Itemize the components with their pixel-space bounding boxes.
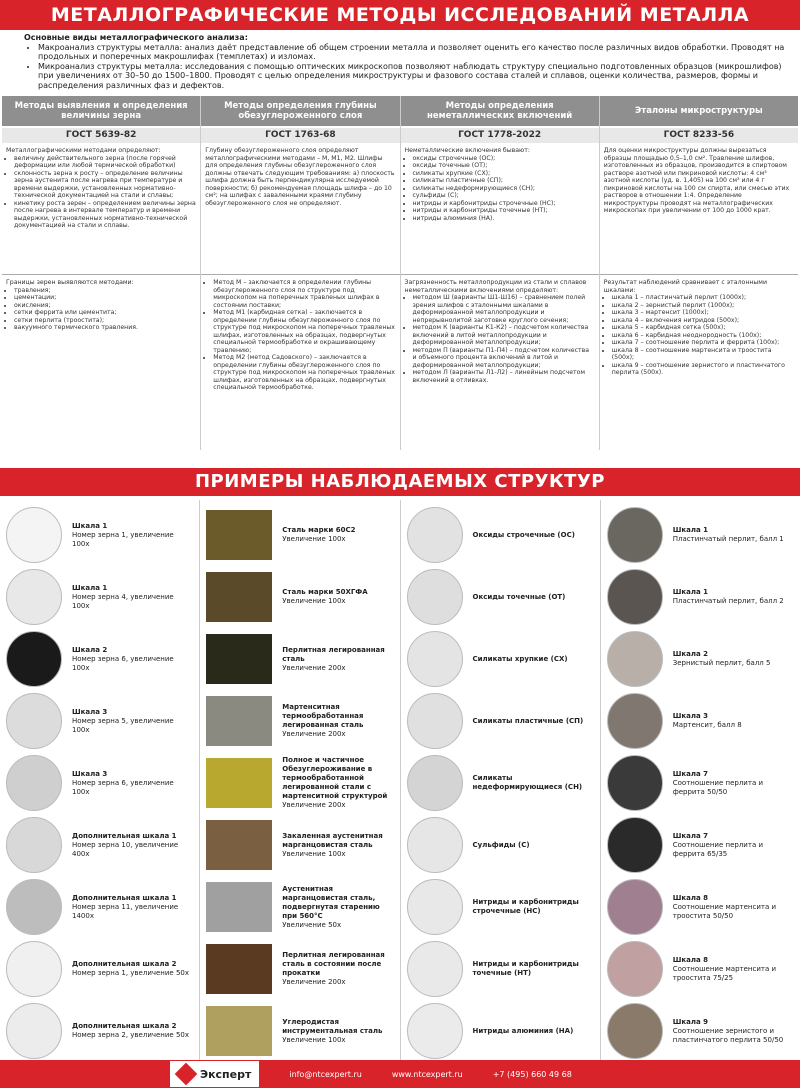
method-list-item: • Метод М – заключается в определении глубины обезуглероженного слоя по структуре под микроскопом на поперечных травленых шлифах в состоянии поставки; [213, 279, 395, 309]
example-item [6, 504, 193, 566]
micrograph-image [607, 693, 663, 749]
micrograph-image [607, 631, 663, 687]
example-desc: Увеличение 50х [282, 920, 342, 929]
micrograph-image [407, 941, 463, 997]
example-item [607, 876, 794, 938]
example-desc: Номер зерна 5, увеличение 100х [72, 716, 174, 734]
example-label [282, 526, 355, 544]
example-label [673, 526, 784, 544]
footer [0, 1060, 800, 1088]
example-name: Шкала 1 [672, 588, 709, 596]
micrograph-image [6, 693, 62, 749]
micrograph-image [206, 510, 272, 560]
example-item [607, 938, 794, 1000]
gost-label: ГОСТ 1763-68 [201, 128, 399, 143]
example-name: Шкала 9 [672, 1017, 709, 1026]
method-list-item: • методом К (варианты К1-К2) – подсчетом количества включений в литой металлопродукции и деформированной металлопродукции; [413, 324, 595, 347]
example-name: Шкала 8 [672, 955, 709, 964]
example-name: Закаленная аустенитная марганцовистая сталь [282, 831, 383, 849]
method-list-item: • шкала 8 – соотношение мартенсита и троостита (500х); [612, 347, 794, 362]
method-text: Металлографическими методами определяют: [6, 147, 161, 154]
example-name: Дополнительная шкала 2 [72, 960, 177, 968]
example-item [206, 1000, 393, 1062]
example-item [6, 876, 193, 938]
footer-email[interactable]: info@ntcexpert.ru [289, 1069, 362, 1079]
example-item [407, 1000, 594, 1062]
example-desc: Увеличение 100х [282, 535, 346, 543]
example-label [673, 712, 742, 730]
example-item [607, 752, 794, 814]
method-list-item: • Метод М2 (метод Садовского) – заключается в определении глубины обезуглероженного слоя по структуре под микроскопом на поперечных травленых шлифах, изготовленных на образцах, подвергнутых специальной термообработке. [213, 354, 395, 392]
method-body-bottom [600, 275, 798, 450]
example-desc: Соотношение мартенсита и троостита 50/50 [672, 902, 777, 920]
method-body-top [401, 145, 599, 275]
example-name: Дополнительная шкала 2 [72, 1022, 177, 1030]
example-name: Шкала 2 [672, 650, 709, 658]
methods-table [2, 96, 798, 450]
example-label [72, 646, 193, 673]
method-title: Методы определения глубины обезуглероженного слоя [201, 96, 399, 126]
method-body-top [600, 145, 798, 275]
micrograph-image [607, 755, 663, 811]
example-label [473, 1027, 574, 1036]
example-desc: Увеличение 200х [282, 663, 346, 672]
example-name: Нитриды алюминия (НА) [472, 1026, 574, 1035]
example-name: Шкала 7 [672, 831, 709, 840]
page-title: МЕТАЛЛОГРАФИЧЕСКИЕ МЕТОДЫ ИССЛЕДОВАНИЙ МЕТАЛЛА [0, 0, 800, 30]
example-desc: Номер зерна 2, увеличение 50х [72, 1031, 190, 1039]
example-name: Шкала 3 [72, 707, 108, 716]
example-label [673, 1018, 794, 1045]
example-desc: Соотношение зернистого и пластинчатого перлита 50/50 [672, 1026, 784, 1044]
method-list-item: • шкала 4 – включения нитридов (500х); [612, 317, 794, 325]
method-list-item: • цементации; [14, 294, 196, 302]
micrograph-image [407, 1003, 463, 1059]
footer-site[interactable]: www.ntcexpert.ru [391, 1069, 463, 1079]
example-item [607, 1000, 794, 1062]
example-label [72, 770, 193, 797]
example-label [72, 708, 193, 735]
example-item [407, 876, 594, 938]
method-text: Результат наблюдений сравнивает с эталонными шкалами: [603, 279, 767, 294]
example-item [6, 690, 193, 752]
micrograph-image [407, 879, 463, 935]
example-desc: Номер зерна 6, увеличение 100х [72, 778, 174, 796]
examples-title: ПРИМЕРЫ НАБЛЮДАЕМЫХ СТРУКТУР [0, 468, 800, 496]
method-list-item: • оксиды строчечные (ОС); [413, 155, 595, 163]
example-name: Перлитная легированная сталь в состоянии после прокатки [282, 951, 385, 977]
method-list-item: • шкала 3 – мартенсит (1000х); [612, 309, 794, 317]
micrograph-image [6, 755, 62, 811]
example-name: Шкала 1 [72, 583, 108, 592]
micrograph-image [6, 817, 62, 873]
method-list [213, 279, 395, 392]
example-desc: Увеличение 200х [282, 978, 346, 986]
micrograph-image [6, 569, 62, 625]
gost-label: ГОСТ 1778-2022 [401, 128, 599, 143]
example-item [6, 814, 193, 876]
example-name: Шкала 2 [72, 645, 108, 654]
example-item [206, 938, 393, 1000]
example-item [407, 504, 594, 566]
example-desc: Соотношение перлита и феррита 50/50 [672, 778, 764, 796]
micrograph-image [206, 572, 272, 622]
example-name: Шкала 8 [672, 893, 709, 902]
example-label [473, 960, 594, 978]
intro-section [0, 30, 800, 96]
micrograph-image [206, 820, 272, 870]
method-list-item: • сетки феррита или цементита; [14, 309, 196, 317]
method-title: Эталоны микроструктуры [600, 96, 798, 126]
example-name: Нитриды и карбонитриды точечные (НТ) [472, 960, 579, 977]
method-body-top [2, 145, 200, 275]
method-title: Методы выявления и определения величины зерна [2, 96, 200, 126]
method-text: Неметаллические включения бывают: [404, 147, 530, 154]
gost-label: ГОСТ 5639-82 [2, 128, 200, 143]
example-desc: Увеличение 100х [282, 1035, 346, 1044]
example-label [282, 1018, 393, 1045]
footer-phone: +7 (495) 660 49 68 [492, 1069, 572, 1079]
method-column [201, 96, 400, 450]
method-list-item: • сульфиды (С); [413, 192, 595, 200]
micrograph-image [407, 817, 463, 873]
micrograph-image [407, 693, 463, 749]
method-list-item: • силикаты недеформирующиеся (СН); [413, 185, 595, 193]
method-list-item: • кинетику роста зерен – определением величины зерна после нагрева в интервале температур и времени выдержки, установленных нормативно-технической документацией на стали и сплавы. [14, 200, 196, 230]
method-text: Для оценки микроструктуры должны вырезаться образцы площадью 0,5–1,0 см². Травление шлифов, изготовленных из образцов, производится в спиртовом растворе азотной или пикриновой кислоты: 4 см³ азотной кислоты (уд. в. 1,405) на 100 см³ или 4 г пикриновой кислоты на 100 см спирта, или смесью этих растворов в отношении 1:4. Определение микроструктуры проводят на металлографических микроскопах при увеличении от 100 до 1000 крат. [603, 147, 790, 214]
example-name: Силикаты пластичные (СП) [472, 716, 584, 725]
example-item [6, 628, 193, 690]
example-name: Дополнительная шкала 1 [72, 893, 177, 902]
method-list-item: • шкала 9 – соотношение зернистого и пластинчатого перлита (500х). [612, 362, 794, 377]
method-list-item: • силикаты хрупкие (СХ); [413, 170, 595, 178]
example-name: Сталь марки 50ХГФА [282, 588, 368, 596]
example-label [673, 956, 794, 983]
method-text: Границы зерен выявляются методами: [6, 279, 134, 286]
method-list-item: • шкала 7 – соотношение перлита и феррита (100х); [612, 339, 794, 347]
example-label [473, 593, 566, 602]
example-name: Шкала 1 [672, 526, 709, 534]
example-name: Шкала 1 [72, 521, 108, 530]
method-list-item: • Метод М1 (карбидная сетка) – заключается в определении глубины обезуглероженного слоя по структуре под микроскопом на поперечных травленых шлифах, изготовленных на образцах, подвергнутых специальной термообработке и окрашивающему травлению; [213, 309, 395, 354]
example-label [473, 774, 594, 792]
example-label [473, 898, 594, 916]
example-desc: Увеличение 100х [282, 849, 346, 858]
example-item [206, 876, 393, 938]
example-name: Аустенитная марганцовистая сталь, подвергнутая старению при 560°С [282, 884, 380, 920]
example-label [473, 841, 530, 850]
example-item [206, 752, 393, 814]
example-label [282, 951, 393, 987]
example-desc: Зернистый перлит, балл 5 [672, 659, 771, 667]
micrograph-image [607, 507, 663, 563]
micrograph-image [206, 882, 272, 932]
method-column [401, 96, 600, 450]
example-label [72, 832, 193, 859]
gost-label: ГОСТ 8233-56 [600, 128, 798, 143]
example-label [72, 894, 193, 921]
micrograph-image [407, 755, 463, 811]
example-desc: Номер зерна 4, увеличение 100х [72, 592, 174, 610]
example-label [72, 584, 193, 611]
method-body-top [201, 145, 399, 275]
example-item [6, 1000, 193, 1062]
example-item [607, 566, 794, 628]
microstructure-column [601, 500, 800, 1060]
micrograph-image [407, 507, 463, 563]
example-label [473, 531, 575, 540]
micrograph-image [407, 569, 463, 625]
method-list-item: • окисления; [14, 302, 196, 310]
micrograph-image [6, 507, 62, 563]
micrograph-image [607, 569, 663, 625]
micrograph-image [607, 817, 663, 873]
example-label [72, 1022, 189, 1040]
micrograph-image [6, 941, 62, 997]
logo-icon [175, 1063, 198, 1086]
method-body-bottom [401, 275, 599, 450]
method-list-item: • оксиды точечные (ОТ); [413, 162, 595, 170]
method-list [14, 155, 196, 230]
example-item [607, 814, 794, 876]
example-name: Полное и частичное Обезуглероживание в термообработанной легированной стали с мартенситной структурой [282, 756, 388, 800]
example-item [407, 690, 594, 752]
example-label [673, 650, 771, 668]
example-name: Нитриды и карбонитриды строчечные (НС) [472, 898, 579, 915]
method-list-item: • вакуумного термического травления. [14, 324, 196, 332]
example-item [407, 814, 594, 876]
example-name: Мартенситная термообработанная легированная сталь [282, 703, 364, 729]
example-desc: Номер зерна 6, увеличение 100х [72, 654, 174, 672]
example-label [473, 717, 584, 726]
example-item [6, 752, 193, 814]
method-list-item: • методом Ш (варианты Ш1-Ш16) – сравнением полей зрения шлифов с эталонными шкалами в деформированной металлопродукции и непрерывнолитой заготовке круглого сечения; [413, 294, 595, 324]
example-label [72, 960, 189, 978]
method-body-bottom [201, 275, 399, 450]
method-list-item: • нитриды и карбонитриды строчечные (НС); [413, 200, 595, 208]
example-label [282, 885, 393, 930]
micrograph-image [607, 1003, 663, 1059]
example-label [673, 832, 794, 859]
example-label [282, 588, 367, 606]
example-item [206, 504, 393, 566]
example-desc: Увеличение 200х [282, 730, 346, 738]
example-item [607, 628, 794, 690]
method-list-item: • шкала 5 – карбидная сетка (500х); [612, 324, 794, 332]
method-title: Методы определения неметаллических включений [401, 96, 599, 126]
example-label [282, 756, 393, 810]
example-label [282, 703, 393, 739]
micrograph-image [206, 696, 272, 746]
example-item [407, 628, 594, 690]
method-list-item: • методом П (варианты П1-П4) – подсчетом количества и объемного процента включений в литой и деформированной металлопродукции; [413, 347, 595, 370]
micrograph-image [407, 631, 463, 687]
example-name: Оксиды строчечные (ОС) [472, 530, 575, 539]
example-name: Дополнительная шкала 1 [72, 831, 177, 840]
example-desc: Номер зерна 1, увеличение 50х [72, 969, 190, 977]
method-list-item: • сетки перлита (троостита); [14, 317, 196, 325]
method-list-item: • силикаты пластичные (СП); [413, 177, 595, 185]
example-label [473, 655, 568, 664]
micrograph-image [607, 879, 663, 935]
brand-name: Эксперт [200, 1067, 252, 1081]
example-name: Силикаты хрупкие (СХ) [472, 654, 568, 663]
example-desc: Номер зерна 11, увеличение 1400х [72, 902, 179, 920]
grain-column [0, 500, 200, 1060]
example-item [206, 566, 393, 628]
example-desc: Соотношение перлита и феррита 65/35 [672, 840, 764, 858]
example-label [673, 588, 784, 606]
method-text: Глубину обезуглероженного слоя определяют металлографическими методами – М, М1, М2. Шлифы для определения глубины обезуглероженного слоя должны отвечать следующим требованиям: а) плоскость шлифа должна быть перпендикулярна исследуемой поверхности; б) рекомендуемая площадь шлифа – до 10 см²; на шлифах с заваленными краями глубину обезуглероженного слоя не определяют. [205, 147, 395, 207]
intro-list [38, 43, 790, 91]
method-list-item: • нитриды алюминия (НА). [413, 215, 595, 223]
inclusions-column [401, 500, 601, 1060]
example-label [673, 770, 794, 797]
example-desc: Соотношение мартенсита и троостита 75/25 [672, 964, 777, 982]
example-item [6, 938, 193, 1000]
example-name: Силикаты недеформирующиеся (СН) [472, 774, 583, 791]
example-item [6, 566, 193, 628]
examples-grid [0, 500, 800, 1060]
example-desc: Пластинчатый перлит, балл 2 [672, 597, 784, 605]
intro-item: • Макроанализ структуры металла: анализ даёт представление об общем строении металла и позволяет оценить его качество после различных видов обработки. Проводят на продольных и поперечных макрошлифах (темплетах) и изломах. [38, 43, 790, 62]
example-name: Шкала 3 [72, 769, 108, 778]
example-item [206, 814, 393, 876]
method-list-item: • шкала 6 – карбидная неоднородность (100х); [612, 332, 794, 340]
example-desc: Увеличение 100х [282, 597, 346, 605]
example-desc: Увеличение 200х [282, 801, 346, 809]
micrograph-image [6, 1003, 62, 1059]
method-text: Загрязненность металлопродукции из стали и сплавов неметаллическими включениями определяют: [404, 279, 587, 294]
method-list-item: • методом Л (варианты Л1-Л2) – линейным подсчетом включений в отливках. [413, 369, 595, 384]
example-item [407, 752, 594, 814]
example-name: Углеродистая инструментальная сталь [282, 1017, 383, 1035]
example-item [407, 938, 594, 1000]
micrograph-image [206, 634, 272, 684]
method-list-item: • величину действительного зерна (после горячей деформации или любой термической обработки) [14, 155, 196, 170]
method-list-item: • склонность зерна к росту – определение величины зерна аустенита после нагрева при температуре и времени выдержки, установленных нормативно-технической документацией на стали и сплавы; [14, 170, 196, 200]
example-name: Сталь марки 60С2 [282, 526, 356, 534]
method-body-bottom [2, 275, 200, 450]
micrograph-image [206, 944, 272, 994]
example-label [282, 832, 393, 859]
micrograph-image [6, 631, 62, 687]
method-column [600, 96, 798, 450]
intro-heading: Основные виды металлографического анализа: [24, 33, 248, 42]
method-list [413, 155, 595, 223]
method-list-item: • шкала 2 – зернистый перлит (1000х); [612, 302, 794, 310]
micrograph-image [206, 758, 272, 808]
example-name: Шкала 7 [672, 769, 709, 778]
micrograph-image [6, 879, 62, 935]
micrograph-image [607, 941, 663, 997]
example-desc: Номер зерна 1, увеличение 100х [72, 530, 174, 548]
example-name: Перлитная легированная сталь [282, 645, 385, 663]
example-item [607, 690, 794, 752]
steel-column [200, 500, 400, 1060]
method-list [612, 294, 794, 377]
method-list [413, 294, 595, 384]
example-name: Шкала 3 [672, 712, 709, 720]
method-list [14, 287, 196, 332]
method-list-item: • травления; [14, 287, 196, 295]
example-label [673, 894, 794, 921]
example-desc: Мартенсит, балл 8 [672, 721, 742, 729]
micrograph-image [206, 1006, 272, 1056]
intro-item: • Микроанализ структуры металла: исследования с помощью оптических микроскопов позволяют наблюдать структуру специально подготовленных образцов (микрошлифов) при увеличениях от 30–50 до 1500–1800. Проводят с целью определения микроструктуры и фазового состава сталей и сплавов, оценки количества, размеров, формы и распределения различных фаз и дефектов. [38, 62, 790, 91]
example-item [206, 628, 393, 690]
example-desc: Номер зерна 10, увеличение 400х [72, 840, 179, 858]
brand-logo [170, 1061, 259, 1087]
example-name: Оксиды точечные (ОТ) [472, 592, 566, 601]
example-item [407, 566, 594, 628]
example-label [72, 522, 193, 549]
method-list-item: • нитриды и карбонитриды точечные (НТ); [413, 207, 595, 215]
example-item [607, 504, 794, 566]
example-desc: Пластинчатый перлит, балл 1 [672, 535, 784, 543]
example-name: Сульфиды (С) [472, 840, 530, 849]
example-label [282, 646, 393, 673]
method-list-item: • шкала 1 – пластинчатый перлит (1000х); [612, 294, 794, 302]
method-column [2, 96, 201, 450]
example-item [206, 690, 393, 752]
